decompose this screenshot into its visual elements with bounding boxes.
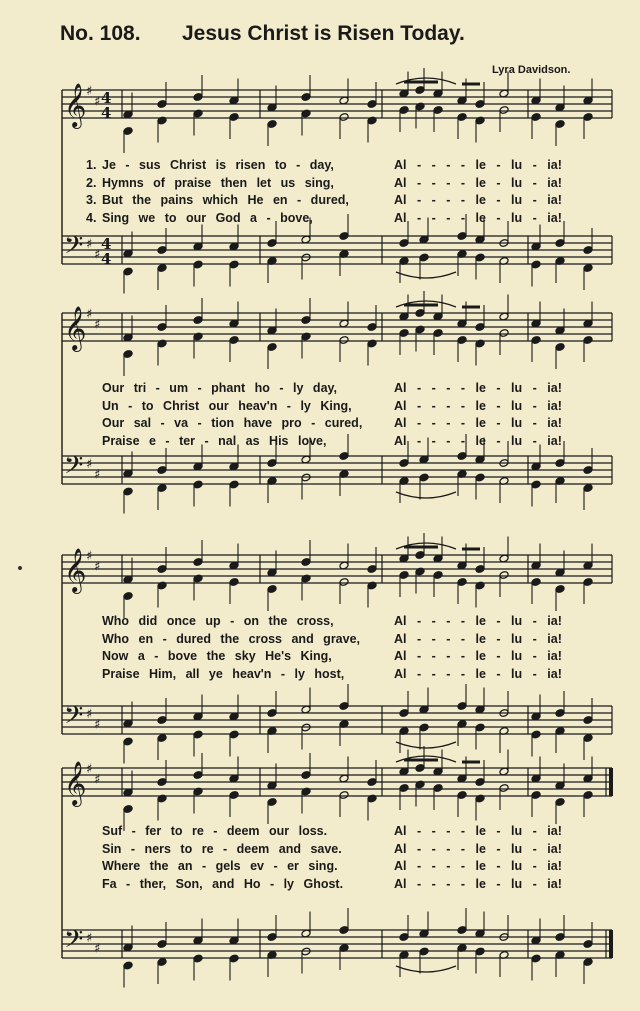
lyric-words: Suf - fer to re - deem our loss. [102,824,328,838]
alleluia-text: Al - - - - le - lu - ia! [394,175,562,190]
lyric-line [86,193,602,208]
lyric-words: But the pains which He en - dured, [102,193,349,207]
lyric-line [86,158,602,173]
treble-clef-icon: 𝄞 [64,548,87,592]
bass-clef-icon: 𝄢 [64,451,84,486]
lyric-line [86,824,602,839]
time-signature-bottom: 4 [101,104,112,122]
verse-number: 4. [86,210,97,225]
alleluia-text: Al - - - - le - lu - ia! [394,666,562,681]
key-sharp-icon: ♯ [86,237,93,252]
hymn-title: Jesus Christ is Risen Today. [182,22,465,45]
final-barline-thick [609,768,613,796]
alleluia-text: Al - - - - le - lu - ia! [394,631,562,646]
lyric-words: Who did once up - on the cross, [102,614,334,628]
bass-clef-icon: 𝄢 [64,231,84,266]
final-barline-thick [609,930,613,958]
alleluia-text: Al - - - - le - lu - ia! [394,433,562,448]
lyric-words: Praise e - ter - nal as His love, [102,433,327,448]
lyric-words: Un - to Christ our heav'n - ly King, [102,398,352,413]
slur [396,272,456,278]
lyric-words: Who en - dured the cross and grave, [102,631,361,646]
alleluia-text: Al - - - - le - lu - ia! [394,210,562,225]
alleluia-text: Al - - - - le - lu - ia! [394,614,562,628]
page-speck [18,566,22,570]
treble-clef-icon: 𝄞 [64,83,87,127]
lyric-line [86,842,602,857]
lyric-words: Hymns of praise then let us sing, [102,175,334,190]
verse-number: 2. [86,175,97,190]
key-sharp-icon: ♯ [94,772,101,788]
key-sharp-icon: ♯ [86,762,93,777]
alleluia-text: Al - - - - le - lu - ia! [394,841,562,856]
verse-number: 3. [86,193,97,207]
lyric-words: Sin - ners to re - deem and save. [102,841,342,856]
alleluia-text: Al - - - - le - lu - ia! [394,824,562,838]
slur [396,966,456,972]
time-signature-top: 4 [101,89,112,107]
slur [396,742,456,748]
key-sharp-icon: ♯ [94,941,101,957]
lyric-line [86,176,602,191]
key-sharp-icon: ♯ [86,84,93,99]
alleluia-text: Al - - - - le - lu - ia! [394,381,562,395]
lyric-line [86,859,602,874]
key-sharp-icon: ♯ [86,457,93,472]
bass-clef-icon: 𝄢 [64,925,84,960]
lyric-words: Now a - bove the sky He's King, [102,649,332,663]
hymn-number: No. 108. [60,22,141,45]
lyric-line [86,211,602,226]
time-signature-top: 4 [101,235,112,253]
alleluia-text: Al - - - - le - lu - ia! [394,416,562,430]
alleluia-text: Al - - - - le - lu - ia! [394,158,562,172]
key-sharp-icon: ♯ [86,549,93,564]
lyric-line [86,434,602,449]
lyric-words: Praise Him, all ye heav'n - ly host, [102,666,345,681]
composer-credit: Lyra Davidson. [492,64,571,76]
lyric-words: Sing we to our God a - bove, [102,210,313,225]
time-signature-bottom: 4 [101,250,112,268]
alleluia-text: Al - - - - le - lu - ia! [394,876,562,891]
lyric-line [86,649,602,664]
lyric-words: Je - sus Christ is risen to - day, [102,158,334,172]
key-sharp-icon: ♯ [94,717,101,733]
lyric-line [86,667,602,682]
key-sharp-icon: ♯ [94,559,101,575]
lyric-words: Our tri - um - phant ho - ly day, [102,381,338,395]
lyric-line [86,877,602,892]
alleluia-text: Al - - - - le - lu - ia! [394,649,562,663]
lyric-words: Our sal - va - tion have pro - cured, [102,416,363,430]
treble-clef-icon: 𝄞 [64,306,87,350]
lyric-words: Fa - ther, Son, and Ho - ly Ghost. [102,876,344,891]
key-sharp-icon: ♯ [86,307,93,322]
key-sharp-icon: ♯ [86,931,93,946]
lyric-line [86,614,602,629]
lyric-line [86,632,602,647]
key-sharp-icon: ♯ [94,94,101,110]
slur [396,492,456,498]
bass-clef-icon: 𝄢 [64,701,84,736]
key-sharp-icon: ♯ [86,707,93,722]
alleluia-text: Al - - - - le - lu - ia! [394,859,562,873]
lyric-words: Where the an - gels ev - er sing. [102,859,338,873]
key-sharp-icon: ♯ [94,317,101,333]
alleluia-text: Al - - - - le - lu - ia! [394,398,562,413]
treble-clef-icon: 𝄞 [64,761,87,805]
lyric-line [86,381,602,396]
lyric-line [86,416,602,431]
verse-number: 1. [86,158,97,172]
alleluia-text: Al - - - - le - lu - ia! [394,193,562,207]
lyric-line [86,399,602,414]
key-sharp-icon: ♯ [94,247,101,263]
key-sharp-icon: ♯ [94,467,101,483]
